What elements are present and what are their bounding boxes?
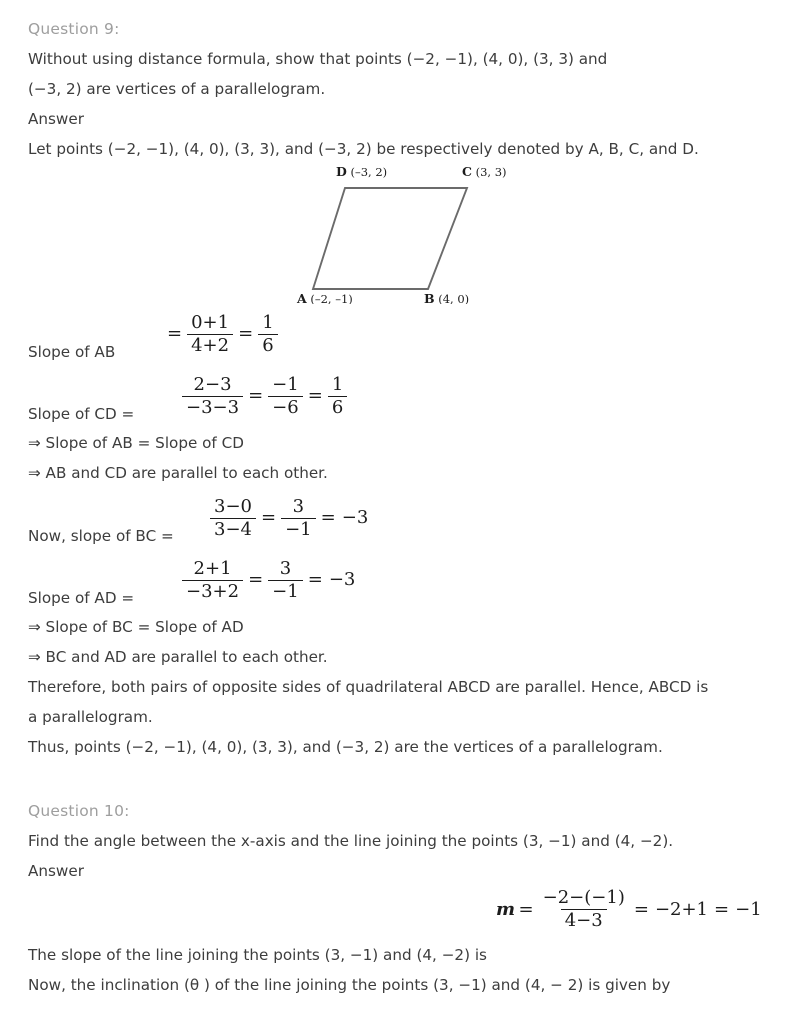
slope-cd-equation — [180, 375, 349, 418]
slope-ab-equation — [164, 313, 280, 356]
slope-ad-fraction-2 — [268, 559, 303, 602]
slope-ab-fraction-2 — [258, 313, 277, 356]
conclusion-bc-ad-parallel: ⇒ BC and AD are parallel to each other. — [28, 648, 328, 666]
slope-ad-denominator-2: −1 — [268, 580, 303, 602]
slope-bc-numerator-1: 3−0 — [214, 495, 252, 517]
slope-cd-eq3: = — [307, 385, 323, 407]
question-10-eq3: = — [714, 898, 730, 920]
slope-cd-label: Slope of CD = — [28, 405, 135, 423]
conclusion-bc-ad-equal: ⇒ Slope of BC = Slope of AD — [28, 618, 244, 636]
question-10-prompt: Find the angle between the x-axis and the line joining the points (3, −1) and (4, −2). — [28, 832, 674, 850]
slope-ad-eq2: = — [248, 569, 264, 591]
question-10-numerator: −2−(−1) — [542, 887, 625, 908]
question-9-prompt-line-2: (−3, 2) are vertices of a parallelogram. — [28, 80, 326, 98]
question-9-final-line-2: a parallelogram. — [28, 708, 153, 726]
question-9-final-line-3: Thus, points (−2, −1), (4, 0), (3, 3), and (−3, 2) are the vertices of a parallelogram. — [28, 738, 663, 756]
slope-cd-row — [28, 366, 774, 428]
slope-bc-eq3: = — [320, 507, 336, 529]
slope-bc-eq2: = — [261, 507, 277, 529]
diagram-label-c: C (3, 3) — [462, 164, 507, 179]
question-10-header: Question 10: — [28, 802, 130, 820]
diagram-label-a: A (–2, –1) — [297, 291, 353, 304]
slope-ab-row — [28, 304, 774, 366]
slope-cd-fraction-3 — [328, 375, 347, 418]
slope-ab-numerator-1: 0+1 — [191, 311, 230, 333]
question-10-answer-label: Answer — [28, 862, 84, 880]
slope-ad-eq3: = — [307, 569, 323, 591]
question-10-result-2: −1 — [735, 898, 762, 920]
question-10-denominator: 4−3 — [561, 909, 607, 931]
parallelogram-diagram — [0, 164, 802, 304]
slope-cd-numerator-3: 1 — [331, 373, 344, 395]
question-9-answer-label: Answer — [28, 110, 84, 128]
slope-cd-eq2: = — [248, 385, 264, 407]
question-10-eq1: = — [518, 898, 534, 920]
slope-ab-fraction-1 — [187, 313, 233, 356]
diagram-label-b: B (4, 0) — [424, 291, 470, 304]
slope-ab-label: Slope of AB — [28, 343, 116, 361]
slope-ad-result: −3 — [328, 569, 356, 591]
question-10-eq2: = — [633, 898, 649, 920]
slope-bc-fraction-1 — [210, 497, 256, 540]
question-10-result-1: −2+1 — [654, 898, 709, 920]
slope-ab-numerator-2: 1 — [262, 311, 274, 333]
slope-ab-eq2: = — [238, 323, 254, 345]
slope-bc-denominator-2: −1 — [281, 518, 316, 540]
question-10-fraction — [539, 888, 629, 931]
slope-cd-numerator-2: −1 — [272, 373, 299, 395]
question-10-slope-variable: m — [496, 898, 516, 920]
slope-ad-label: Slope of AD = — [28, 589, 135, 607]
slope-bc-numerator-2: 3 — [292, 495, 305, 517]
slope-ad-equation — [180, 559, 358, 602]
conclusion-ab-cd-equal: ⇒ Slope of AB = Slope of CD — [28, 434, 244, 452]
slope-cd-denominator-3: 6 — [328, 396, 347, 418]
slope-bc-row — [28, 488, 774, 550]
conclusion-ab-cd-parallel: ⇒ AB and CD are parallel to each other. — [28, 464, 328, 482]
slope-ad-row — [28, 550, 774, 612]
slope-ab-denominator-2: 6 — [258, 334, 277, 356]
section-gap — [28, 762, 774, 796]
slope-ad-numerator-2: 3 — [279, 557, 292, 579]
diagram-label-d: D (–3, 2) — [336, 164, 388, 179]
slope-ab-eq1: = — [167, 323, 183, 345]
slope-ad-denominator-1: −3+2 — [182, 580, 243, 602]
question-10-inclination-text: Now, the inclination (θ ) of the line joining the points (3, −1) and (4, − 2) is given by — [28, 976, 671, 994]
slope-cd-fraction-1 — [182, 375, 243, 418]
slope-ad-fraction-1 — [182, 559, 243, 602]
slope-cd-numerator-1: 2−3 — [193, 373, 232, 395]
question-9-prompt-line-1: Without using distance formula, show that points (−2, −1), (4, 0), (3, 3) and — [28, 50, 608, 68]
slope-bc-fraction-2 — [281, 497, 316, 540]
slope-bc-equation — [208, 497, 371, 540]
parallelogram-shape — [313, 188, 467, 289]
slope-bc-label: Now, slope of BC = — [28, 527, 174, 545]
question-10-slope-equation — [496, 888, 765, 931]
question-10-slope-text: The slope of the line joining the points (3, −1) and (4, −2) is — [28, 946, 487, 964]
slope-cd-denominator-2: −6 — [268, 396, 303, 418]
slope-cd-denominator-1: −3−3 — [182, 396, 243, 418]
slope-cd-fraction-2 — [268, 375, 303, 418]
question-9-final-line-1: Therefore, both pairs of opposite sides of quadrilateral ABCD are parallel. Hence, ABCD is — [28, 678, 709, 696]
slope-ab-denominator-1: 4+2 — [187, 334, 233, 356]
slope-bc-denominator-1: 3−4 — [210, 518, 256, 540]
question-10-equation-row — [28, 886, 774, 940]
question-10-slope-text-row — [28, 940, 774, 970]
question-9-header: Question 9: — [28, 20, 120, 38]
slope-ad-numerator-1: 2+1 — [193, 557, 232, 579]
question-9-setup-line: Let points (−2, −1), (4, 0), (3, 3), and (−3, 2) be respectively denoted by A, B, C, and D. — [28, 140, 699, 158]
slope-bc-result: −3 — [341, 507, 369, 529]
